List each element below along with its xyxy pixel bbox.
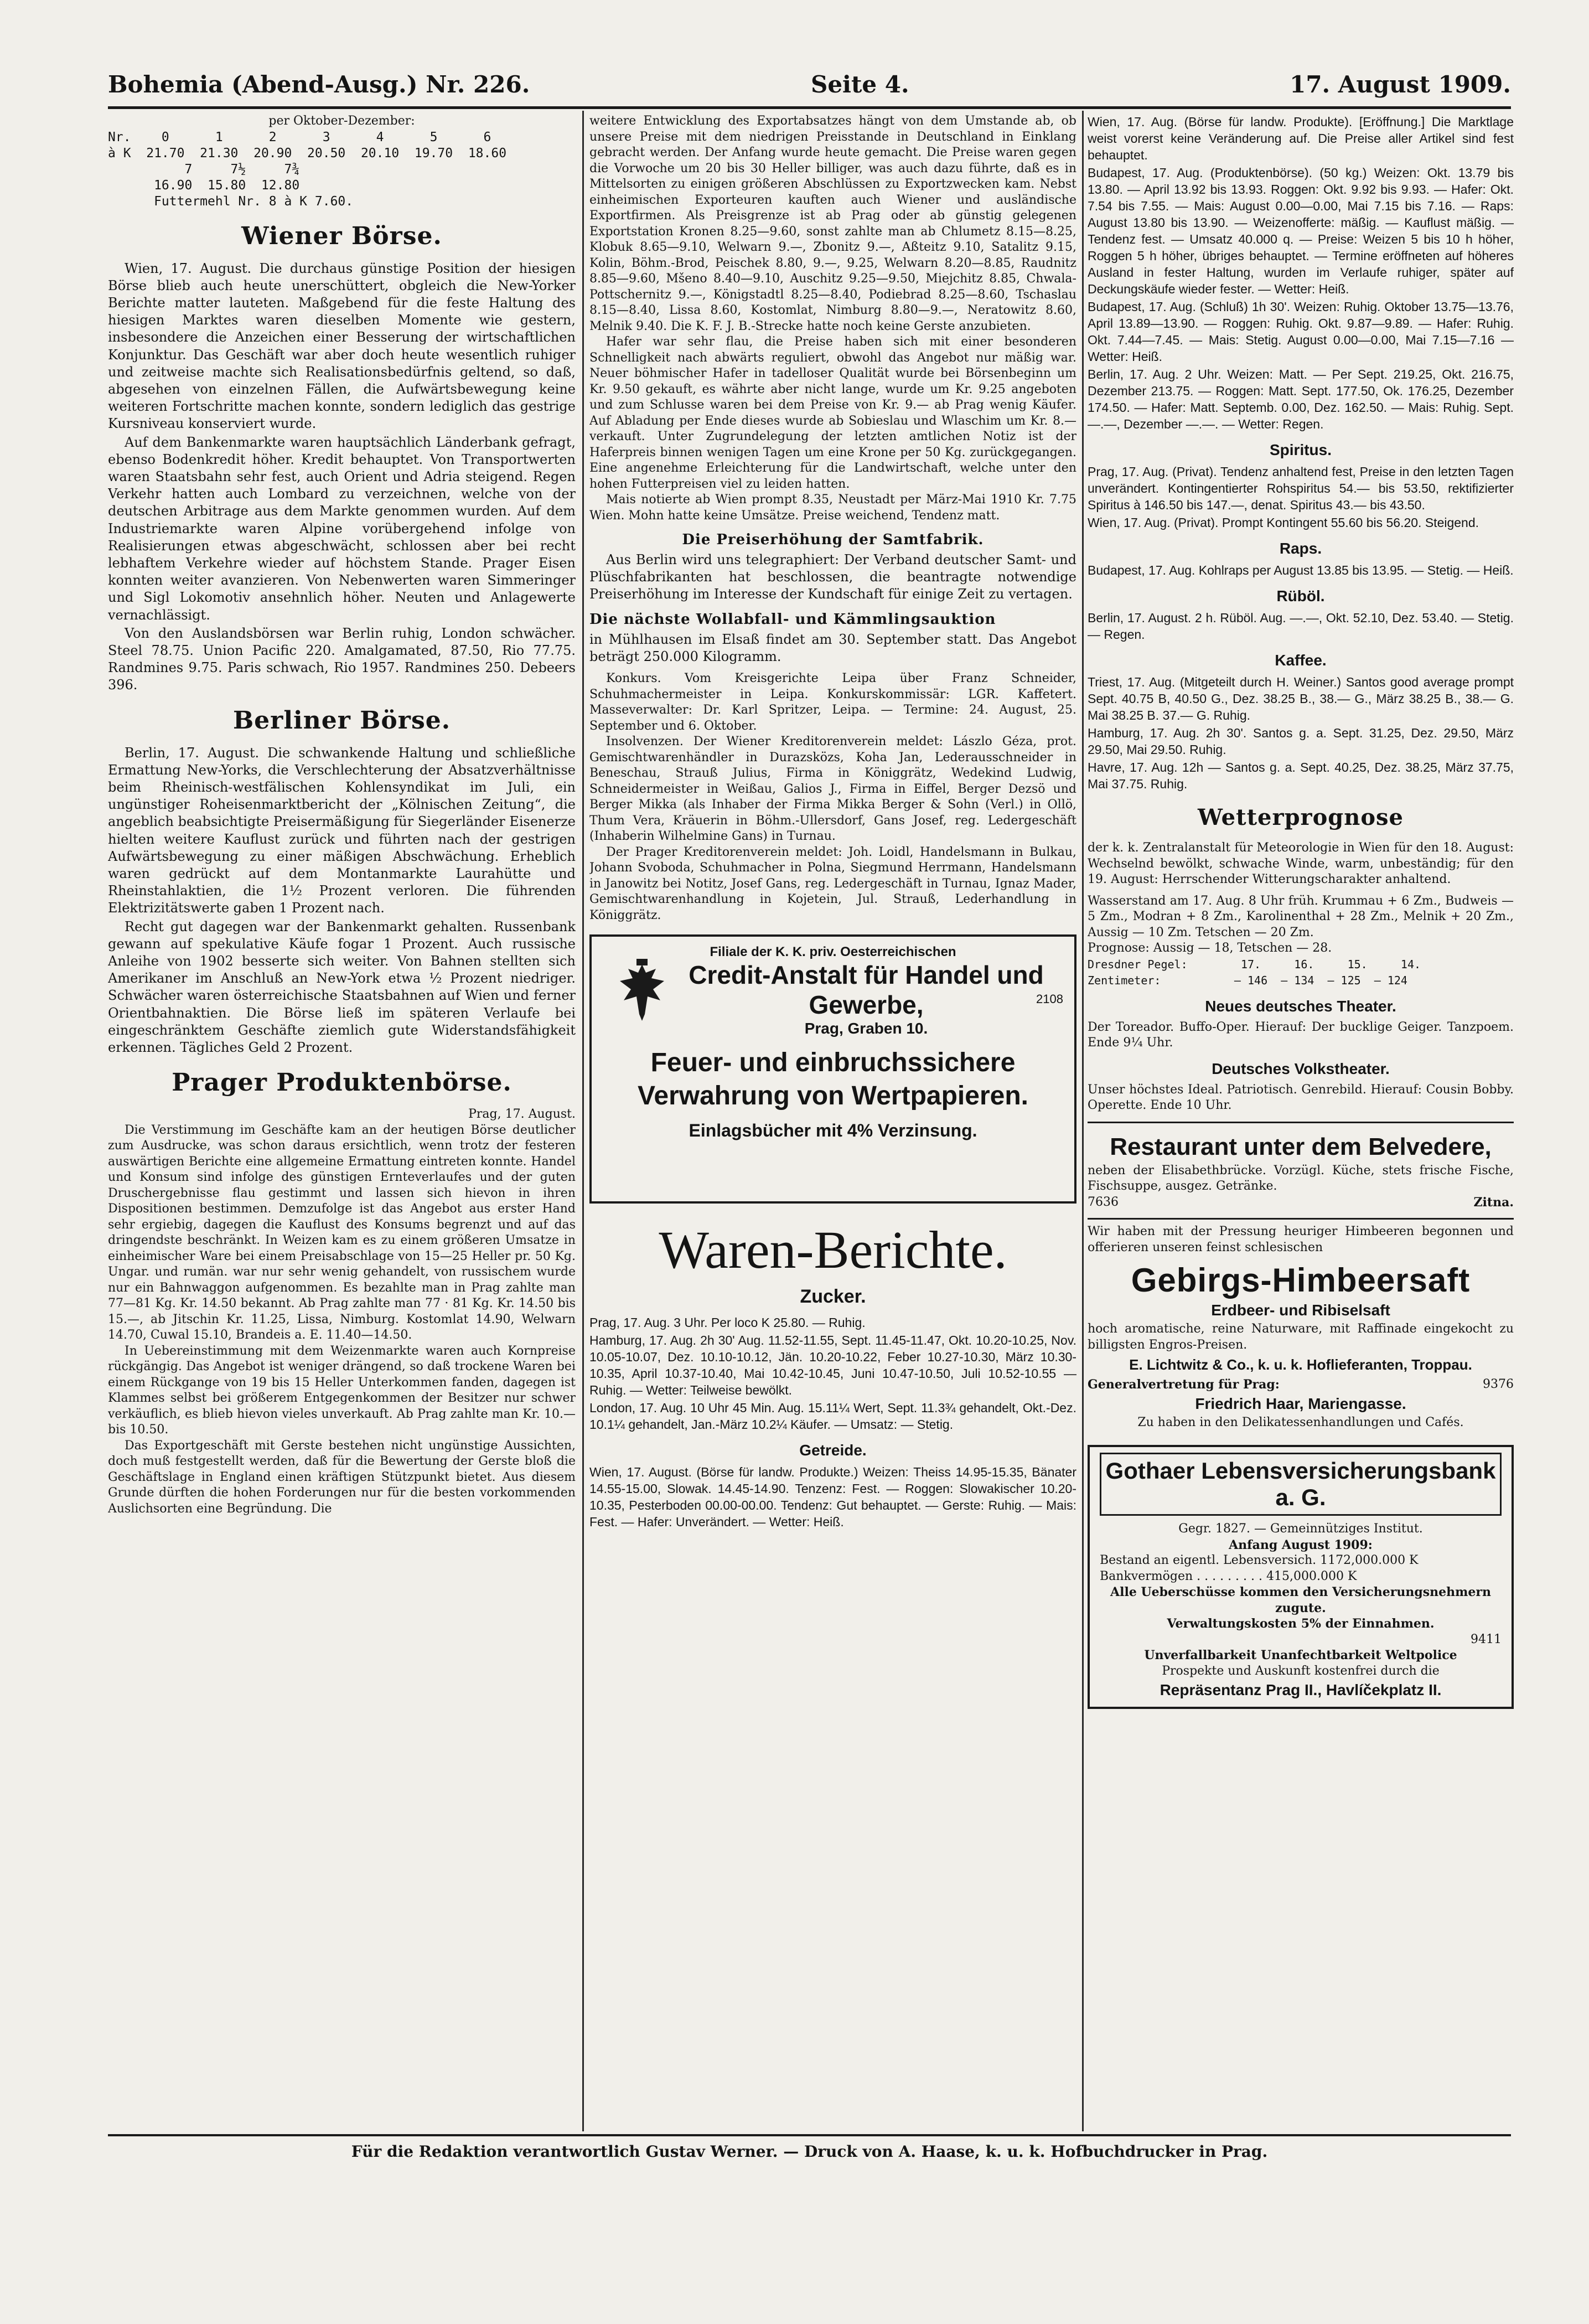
- article-paragraph: Hafer war sehr flau, die Preise haben sich mit einer besonderen Schnelligkeit nach abwärts reguliert, obwohl das Angebot nur mäßig war. Neuer böhmischer Hafer in tadelloser Qualität wurde bei Börsenbeginn um Kr. 9.50 gekauft, es währte aber nicht lange, wurde um Kr. 9.25 angeboten und zum Schlusse waren bei dem Preise von Kr. 9.— ab Prag wenig Käufer. Auf Abladung per Ende dieses wurde ab Sobieslau und Wlaschim um Kr. 8.— verkauft. Unter Zugrundelegung der letzten amtlichen Notiz ist der Haferpreis binnen wenigen Tagen um eine Krone per 50 Kg. zurückgegangen. Eine angenehme Erleichterung für die Landwirtschaft, welche unter den hohen Futterpreisen viel zu leiden hatten.: [589, 335, 1076, 491]
- volkstheater-program: Unser höchstes Ideal. Patriotisch. Genrebild. Hierauf: Cousin Bobby. Operette. Ende 10 Uhr.: [1088, 1082, 1514, 1112]
- himbeer-ad-title: Gebirgs-Himbeersaft: [1131, 1262, 1471, 1299]
- market-report: Hamburg, 17. Aug. 2h 30'. Santos g. a. Sept. 31.25, Dez. 29.50, März 29.50, Mai 29.50. Ruhig.: [1088, 726, 1514, 757]
- dresden-gauge-row: Zentimeter: — 146 — 134 — 125 — 124: [1088, 973, 1407, 987]
- konkurs-notice: Konkurs. Vom Kreisgerichte Leipa über Franz Schneider, Schuhmachermeister in Leipa. Konkurskommissär: LGR. Kaffetert. Masseverwalter: Dr. Karl Spritzer, Leipa. — Termine: 24. August, 25. September und 6. Oktober.: [589, 672, 1076, 733]
- market-report: Wien, 17. Aug. (Privat). Prompt Kontingent 55.60 bis 56.20. Steigend.: [1088, 515, 1479, 530]
- price-table-intro: per Oktober-Dezember:: [268, 114, 415, 128]
- ad-divider: [1088, 1218, 1514, 1220]
- column-divider: [1082, 111, 1084, 2131]
- footer-rule: [108, 2134, 1511, 2136]
- himbeer-ad-intro: Wir haben mit der Pressung heuriger Himbeeren begonnen und offerieren unseren feinst schlesischen: [1088, 1225, 1514, 1254]
- header-page-number: Seite 4.: [811, 71, 909, 98]
- dresden-gauge-row: Dresdner Pegel: 17. 16. 15. 14.: [1088, 957, 1421, 971]
- double-eagle-icon: [612, 959, 672, 1025]
- himbeer-ad-rep-line: [1088, 1377, 1514, 1393]
- ad-headline: Feuer- und einbruchssichere Verwahrung von Wertpapieren.: [638, 1048, 1028, 1111]
- section-title-wollabfall: Die nächste Wollabfall- und Kämmlingsauktion: [589, 611, 996, 628]
- market-report: Budapest, 17. Aug. (Produktenbörse). (50 kg.) Weizen: Okt. 13.79 bis 13.80. — April 13.92 bis 13.93. Roggen: Okt. 9.92 bis 9.93. — Hafer: Okt. 7.54 bis 7.55. — Mais: August 0.00—0.00, Mai 7.15 bis 7.16. — Raps: August 13.80 bis 13.90. — Weizenofferte: mäßig. — Kauflust mäßig. — Tendenz fest. — Umsatz 40.000 q. — Preise: Weizen 5 bis 10 h höher, Roggen 5 h höher, übriges behauptet. — Termine eröffneten auf höheres Ausland in fester Haltung, wurden im Verlaufe ruhiger, später auf Deckungskäufe wieder fester. — Wetter: Heiß.: [1088, 166, 1514, 296]
- subsection-title-spiritus: Spiritus.: [1269, 441, 1332, 458]
- subsection-title-zucker: Zucker.: [800, 1286, 866, 1308]
- section-title-waren-berichte: Waren-Berichte.: [659, 1220, 1007, 1280]
- page-header: [108, 65, 1511, 104]
- article-paragraph: Wien, 17. August. Die durchaus günstige Position der hiesigen Börse blieb auch heute unerschüttert, obgleich die New-Yorker Berichte matter lauteten. Maßgebend für die feste Haltung des hiesigen Marktes waren dieselben Momente wie gestern, insbesondere die Anzeichen einer Besserung der wirtschaftlichen Konjunktur. Das Geschäft war aber doch heute wesentlich ruhiger und zeitweise machte sich Realisationsbedürfnis geltend, so daß, abgesehen von einzelnen Fällen, die Aufwärtsbewegung keine weiteren Fortschritte machen konnte, sondern lediglich das gestrige Kursniveau konserviert wurde.: [108, 260, 576, 432]
- subsection-title-rueboel: Rüböl.: [1276, 587, 1325, 605]
- ad-header-line: Filiale der K. K. priv. Oesterreichischen: [710, 944, 956, 960]
- himbeer-ad-number: 9376: [1483, 1377, 1514, 1391]
- himbeer-ad-subtitle: Erdbeer- und Ribiselsaft: [1211, 1302, 1390, 1319]
- gothaer-ad-line: Unverfallbarkeit Unanfechtbarkeit Weltpolice: [1144, 1648, 1457, 1662]
- article-paragraph: weitere Entwicklung des Exportabsatzes hängt von dem Umstande ab, ob unsere Preise mit dem niedrigen Preisstande in Deutschland in Einklang gebracht werden. Der Anfang wurde heute gemacht. Die Preise waren gegen die Vorwoche um 20 bis 30 Heller billiger, was auch dazu führte, daß es in Mittelsorten zu einigen größeren Abschlüssen zu Exportzwecken kam. Nebst einheimischen Exporteuren kauften auch Wiener und ausländische Exportfirmen. Als Preisgrenze ist ab Prag oder ab günstig gelegenen Exportstation Kronen 8.25—9.60, sonst zahlte man ab Chlumetz 8.15—8.25, Klobuk 8.65—9.10, Welwarn 9.—, Zbonitz 9.—, Aßteitz 9.10, Satalitz 9.15, Kolin, Böhm.-Brod, Peischek 8.80, 9.—, 9.25, Welwarn 8.20—8.85, Raudnitz 8.85—9.60, Mšeno 8.40—9.10, Auschitz 9.25—9.50, Miejchitz 8.85, Chwala-Pottschernitz 9.—, Königstadtl 8.25—8.40, Podiebrad 8.25—8.60, Tschaslau 8.15—8.40, Lissa 8.60, Kostomlat, Nimburg 8.80—9.—, Neratowitz 8.60, Melnik 9.40. Die K. F. J. B.-Strecke hatte noch keine Gerste anzubieten.: [589, 114, 1076, 333]
- section-title-wetterprognose: Wetterprognose: [1197, 804, 1404, 830]
- market-report: Wien, 17. Aug. (Börse für landw. Produkte). [Eröffnung.] Die Marktlage weist vorerst keine Veränderung auf. Die Preise aller Artikel sind fest behauptet.: [1088, 115, 1514, 162]
- section-title-wiener-boerse: Wiener Börse.: [241, 221, 442, 250]
- restaurant-ad-title: Restaurant unter dem Belvedere,: [1110, 1133, 1492, 1160]
- price-table-row: Nr. 0 1 2 3 4 5 6: [108, 130, 491, 144]
- gothaer-ad-line: Bestand an eigentl. Lebensversich. 1172,000.000 K: [1100, 1553, 1419, 1567]
- market-report: Havre, 17. Aug. 12h — Santos g. a. Sept. 40.25, Dez. 38.25, März 37.75, Mai 37.75. Ruhig.: [1088, 760, 1514, 791]
- price-table-row: à K 21.70 21.30 20.90 20.50 20.10 19.70 18.60: [108, 146, 507, 161]
- gothaer-ad-title: Gothaer Lebensversicherungsbank a. G.: [1100, 1453, 1502, 1516]
- article-paragraph: Mais notierte ab Wien prompt 8.35, Neustadt per März-Mai 1910 Kr. 7.75 Wien. Mohn hatte keine Umsätze. Preise weichend, Tendenz matt.: [589, 493, 1076, 523]
- restaurant-ad-number: 7636: [1088, 1195, 1119, 1209]
- insolvency-notice: Der Prager Kreditorenverein meldet: Joh. Loidl, Handelsmann in Bulkau, Johann Svoboda, Schuhmacher in Polna, Siegmund Herrmann, Handelsmann in Janowitz bei Notitz, Josef Gans, reg. Ledergeschäft in Turnau, Ignaz Mader, Gemischtwarenhandlung in Kojetein, Jul. Strauß, Lederhandlung in Königgrätz.: [589, 845, 1076, 922]
- restaurant-ad-footer: [1088, 1195, 1514, 1211]
- article-paragraph: Das Exportgeschäft mit Gerste bestehen nicht ungünstige Aussichten, doch muß festgestellt werden, daß für die Bewertung der Gerste bloß die Geschäftslage in England einen kräftigen Stützpunkt bietet. Aus diesem Grunde dürften die hohen Forderungen nur für die besten vorkommenden Auslichsorten eine Begründung. Die: [108, 1438, 576, 1516]
- ad-number: 2108: [1036, 992, 1063, 1006]
- gothaer-ad-line: Prospekte und Auskunft kostenfrei durch die: [1162, 1664, 1440, 1678]
- article-paragraph: Die Verstimmung im Geschäfte kam an der heutigen Börse deutlicher zum Ausdrucke, was schon daraus ersichtlich, wenn trotz der festeren auswärtigen Berichte eine allgemeine Ermattung eintreten konnte. Handel und Konsum sind infolge des günstigen Ernteverlaufes und der guten Druschergebnisse flau gestimmt und lassen sich hievon in ihren Dispositionen bestimmen. Demzufolge ist das Angebot aus erster Hand sehr ergiebig, dagegen die Kauflust des Konsums begrenzt und auf das dringendste beschränkt. In Weizen kam es zu einem größeren Umsatze in einheimischer Ware bei einem Preisabschlage von 15—25 Heller pr. 50 Kg. Ungar. und rumän. war nur sehr wenig gehandelt, von russischem wurde nur ein Bahnwaggon aufgenommen. Es bezahlte man in Prag zahlte man 77—81 Kg. Kr. 14.50 bekannt. Ab Prag zahlte man 77 · 81 Kg. Kr. 14.50 bis 15.—, ab Jitschin Kr. 11.25, Lissa, Nimburg. Kostomlat 14.90, Welwarn 14.70, Cuwal 15.10, Brandeis a. E. 11.40—14.50.: [108, 1123, 576, 1342]
- gothaer-ad-number: 9411: [1471, 1632, 1502, 1646]
- himbeer-ad-representative: Friedrich Haar, Mariengasse.: [1195, 1395, 1406, 1412]
- imprint-footer: Für die Redaktion verantwortlich Gustav Werner. — Druck von A. Haase, k. u. k. Hofbuchdrucker in Prag.: [351, 2142, 1268, 2161]
- price-table-row: 7 7½ 7¾: [108, 162, 300, 177]
- market-report: Berlin, 17. August. 2 h. Rüböl. Aug. —.—, Okt. 52.10, Dez. 53.40. — Stetig. — Regen.: [1088, 611, 1514, 642]
- gothaer-ad-line: Anfang August 1909:: [1229, 1537, 1373, 1552]
- market-report: Budapest, 17. Aug. Kohlraps per August 13.85 bis 13.95. — Stetig. — Heiß.: [1088, 563, 1514, 577]
- water-level-report: Wasserstand am 17. Aug. 8 Uhr früh. Krummau + 6 Zm., Budweis — 5 Zm., Modran + 8 Zm., Karolinenthal + 28 Zm., Melnik + 20 Zm., Aussig — 10 Zm. Tetschen — 20 Zm.: [1088, 894, 1514, 939]
- ad-address: Prag, Graben 10.: [804, 1020, 928, 1037]
- theater-program: Der Toreador. Buffo-Oper. Hierauf: Der bucklige Geiger. Tanzpoem. Ende 9¼ Uhr.: [1088, 1020, 1514, 1050]
- article-paragraph: Recht gut dagegen war der Bankenmarkt gehalten. Russenbank gewann auf spekulative Käufe fogar 1 Prozent. Auch russische Anleihe von 1902 besserte sich weiter. Von Bahnen stellten sich Amerikaner im Anschluß an New-York etwa ½ Prozent niedriger. Schwächer waren österreichische Staatsbahnen auf Wien und ferner Orientbahnaktien. Die Börse ließ im späteren Verlaufe bei eingeschränktem Geschäfte ziemlich gute Widerstandsfähigkeit erkennen. Tägliches Geld 2 Prozent.: [108, 918, 576, 1056]
- article-paragraph: Von den Auslandsbörsen war Berlin ruhig, London schwächer. Steel 78.75. Union Pacific 220. Amalgamated, 87.50, Rio 77.75. Randmines 9.75. Paris schwach, Rio 1957. Randmines 250. Debeers 396.: [108, 625, 576, 693]
- theater-title: Neues deutsches Theater.: [1205, 997, 1396, 1015]
- weather-forecast: der k. k. Zentralanstalt für Meteorologie in Wien für den 18. August: Wechselnd bewölkt, schwache Winde, warm, unbeständig; für den 19. August: Herrschender Witterungscharakter anhaltend.: [1088, 841, 1514, 886]
- article-paragraph: Berlin, 17. August. Die schwankende Haltung und schließliche Ermattung New-Yorks, die Verschlechterung der Absatzverhältnisse beim Rheinisch-westfälischen Kohlensyndikat im Juli, ein ungünstiger Roheisenmarktbericht der „Kölnischen Zeitung“, die angeblich beabsichtigte Preisermäßigung für Siegerländer Eisenerze hielten weitere Kauflust zurück und führten nach der gestrigen Aufwärtsbewegung zu einer mäßigen Abschwächung. Erheblich waren gedrückt auf dem Montanmarkte Laurahütte und Rheinstahlaktien, die 1½ Prozent verloren. Die führenden Elektrizitätswerte gaben 1 Prozent nach.: [108, 745, 576, 916]
- subsection-title-kaffee: Kaffee.: [1275, 652, 1327, 669]
- subsection-title-raps: Raps.: [1279, 540, 1322, 557]
- insolvency-notice: Insolvenzen. Der Wiener Kreditorenverein meldet: Lászlo Géza, prot. Gemischtwarenhändler in Durazsközs, Koha Jan, Lederausschneider in Beneschau, Strauß Julius, Firma in Königgrätz, Wedekind Ludwig, Schneidermeister in Weißau, Galios J., Firma in Eiffel, Berger Dezsö und Berger Mikka (als Inhaber der Firma Mikka Berger & Sohn (Verl.) in Ollö, Thum Vera, Kräuerin in Böhm.-Ullersdorf, Gans Josef, reg. Ledergeschäft (Inhaberin Wilhelmine Gans) in Turnau.: [589, 735, 1076, 844]
- header-paper-title: Bohemia (Abend-Ausg.) Nr. 226.: [108, 71, 530, 98]
- restaurant-ad-text: neben der Elisabethbrücke. Vorzügl. Küche, stets frische Fische, Fischsuppe, ausgez. Getränke.: [1088, 1163, 1514, 1193]
- price-table-row: Futtermehl Nr. 8 à K 7.60.: [108, 194, 354, 209]
- column-1: [108, 113, 576, 2129]
- section-title-prager-produktenboerse: Prager Produktenbörse.: [172, 1068, 512, 1097]
- ad-divider: [1088, 1122, 1514, 1123]
- article-paragraph: In Uebereinstimmung mit dem Weizenmarkte waren auch Kornpreise rückgängig. Das Angebot ist weniger drängend, so daß trockene Waren bei einem Rückgange von 19 bis 15 Heller Unterkommen fanden, dagegen ist Klammes selbst bei größerem Entgegenkommen der Besitzer nur schwer verkäuflich, es blieb hievon vieles unverkauft. Ab Prag zahlte man Kr. 10.— bis 10.50.: [108, 1344, 576, 1437]
- article-dateline: Prag, 17. August.: [468, 1107, 576, 1122]
- gothaer-ad-address: Repräsentanz Prag II., Havlíčekplatz II.: [1160, 1681, 1442, 1698]
- market-report: Hamburg, 17. Aug. 2h 30' Aug. 11.52-11.55, Sept. 11.45-11.47, Okt. 10.20-10.25, Nov. 10.05-10.07, Dez. 10.10-10.12, Jän. 10.20-10.22, Feber 10.27-10.30, März 10.30-10.35, April 10.37-10.40, Mai 10.42-10.45, Juni 10.47-10.50, Juli 10.52-10.55 — Ruhig. — Wetter: Teilweise bewölkt.: [589, 1333, 1076, 1398]
- market-report: Prag, 17. Aug. 3 Uhr. Per loco K 25.80. — Ruhig.: [589, 1315, 866, 1330]
- gothaer-ad-line: Verwaltungskosten 5% der Einnahmen.: [1167, 1617, 1435, 1631]
- header-rule: [108, 106, 1511, 109]
- subsection-title-getreide: Getreide.: [799, 1442, 867, 1459]
- gothaer-ad-line: Alle Ueberschüsse kommen den Versicherungsnehmern zugute.: [1110, 1585, 1491, 1615]
- market-report: Triest, 17. Aug. (Mitgeteilt durch H. Weiner.) Santos good average prompt Sept. 40.75 B, 40.50 G., Dez. 38.25 B., 38.— G., März 38.25 B., 38.— G. Mai 38.25 B. 37.— G. Ruhig.: [1088, 675, 1514, 722]
- market-report: Prag, 17. Aug. (Privat). Tendenz anhaltend fest, Preise in den letzten Tagen unverändert. Kontingentierter Rohspiritus 54.— bis 53.50, rektifizierter Spiritus à 146.50 bis 147.—, denat. Spiritus 43.— bis 43.50.: [1088, 464, 1514, 512]
- volkstheater-title: Deutsches Volkstheater.: [1212, 1060, 1390, 1077]
- market-report: Budapest, 17. Aug. (Schluß) 1h 30'. Weizen: Ruhig. Oktober 13.75—13.76, April 13.89—13.90. — Roggen: Ruhig. Okt. 9.87—9.89. — Hafer: Ruhig. Okt. 7.44—7.45. — Mais: Stetig. August 0.00—0.00, Mai 7.15—7.16 — Wetter: Heiß.: [1088, 299, 1514, 364]
- article-paragraph: in Mühlhausen im Elsaß findet am 30. September statt. Das Angebot beträgt 250.000 Kilogramm.: [589, 631, 1076, 664]
- article-paragraph: Aus Berlin wird uns telegraphiert: Der Verband deutscher Samt- und Plüschfabrikanten hat beschlossen, die beantragte notwendige Preiserhöhung im Interesse der Kundschaft für einige Zeit zu vertagen.: [589, 552, 1076, 602]
- gothaer-ad-line: Bankvermögen . . . . . . . . . 415,000.000 K: [1100, 1569, 1357, 1583]
- column-divider: [582, 111, 584, 2131]
- article-paragraph: Auf dem Bankenmarkte waren hauptsächlich Länderbank gefragt, ebenso Bodenkredit höher. Kredit behauptet. Von Transportwerten waren Staatsbahn sehr fest, auch Orient und Adria steigend. Regen Verkehr hatten auch Lombard zu verzeichnen, welche von der deutschen Arbitrage aus dem Markte genommen wurden. Auf dem Industriemarkte waren Alpine vorübergehend infolge von Realisierungen etwas abgeschwächt, schlossen aber bei recht lebhaftem Verkehre wieder auf höchstem Stande. Prager Eisen konnten weiter avanzieren. Von Nebenwerten waren Simmeringer und Sigl Lokomotiv ansehnlich höher. Neuten und Anlagewerte vernachlässigt.: [108, 434, 576, 623]
- section-title-berliner-boerse: Berliner Börse.: [232, 706, 451, 735]
- gothaer-advertisement: [1088, 1445, 1514, 1709]
- column-3: [1088, 113, 1514, 2129]
- ad-bank-name: Credit-Anstalt für Handel und Gewerbe,: [689, 960, 1044, 1020]
- restaurant-ad-owner: Zitna.: [1473, 1195, 1514, 1210]
- section-title-samtfabrik: Die Preiserhöhung der Samtfabrik.: [682, 531, 984, 548]
- price-table-row: 16.90 15.80 12.80: [108, 178, 300, 193]
- market-report: Berlin, 17. Aug. 2 Uhr. Weizen: Matt. — Per Sept. 219.25, Okt. 216.75, Dezember 213.75. — Roggen: Matt. Sept. 177.50, Ok. 176.25, Dezember 174.50. — Hafer: Matt. Septemb. 0.00, Dez. 162.50. — Mais: Ruhig. Sept. —.—, Dezember —.—. — Wetter: Regen.: [1088, 367, 1514, 431]
- credit-anstalt-advertisement: [589, 934, 1076, 1204]
- ad-interest-line: Einlagsbücher mit 4% Verzinsung.: [689, 1120, 977, 1141]
- himbeer-ad-firm: E. Lichtwitz & Co., k. u. k. Hoflieferanten, Troppau.: [1129, 1356, 1472, 1373]
- himbeer-ad-footer: Zu haben in den Delikatessenhandlungen und Cafés.: [1137, 1415, 1464, 1429]
- column-2: [589, 113, 1076, 2129]
- market-report: London, 17. Aug. 10 Uhr 45 Min. Aug. 15.11¼ Wert, Sept. 11.3¾ gehandelt, Okt.-Dez. 10.1¼ gehandelt, Jan.-März 10.2¼ Käufer. — Umsatz: — Stetig.: [589, 1401, 1076, 1432]
- market-report: Wien, 17. August. (Börse für landw. Produkte.) Weizen: Theiss 14.95-15.35, Bänater 14.55-15.00, Slowak. 14.45-14.90. Tenzenz: Fest. — Roggen: Slowakischer 10.20-10.35, Pesterboden 00.00-00.00. Tendenz: Gut behauptet. — Gerste: Ruhig. — Mais: Fest. — Hafer: Unverändert. — Wetter: Heiß.: [589, 1465, 1076, 1530]
- himbeer-ad-text: hoch aromatische, reine Naturware, mit Raffinade eingekocht zu billigsten Engros-Preisen.: [1088, 1322, 1514, 1352]
- header-date: 17. August 1909.: [1290, 71, 1511, 98]
- himbeer-ad-rep-label: Generalvertretung für Prag:: [1088, 1377, 1280, 1392]
- water-level-prognosis: Prognose: Aussig — 18, Tetschen — 28.: [1088, 941, 1332, 955]
- gothaer-ad-line: Gegr. 1827. — Gemeinnütziges Institut.: [1178, 1522, 1423, 1536]
